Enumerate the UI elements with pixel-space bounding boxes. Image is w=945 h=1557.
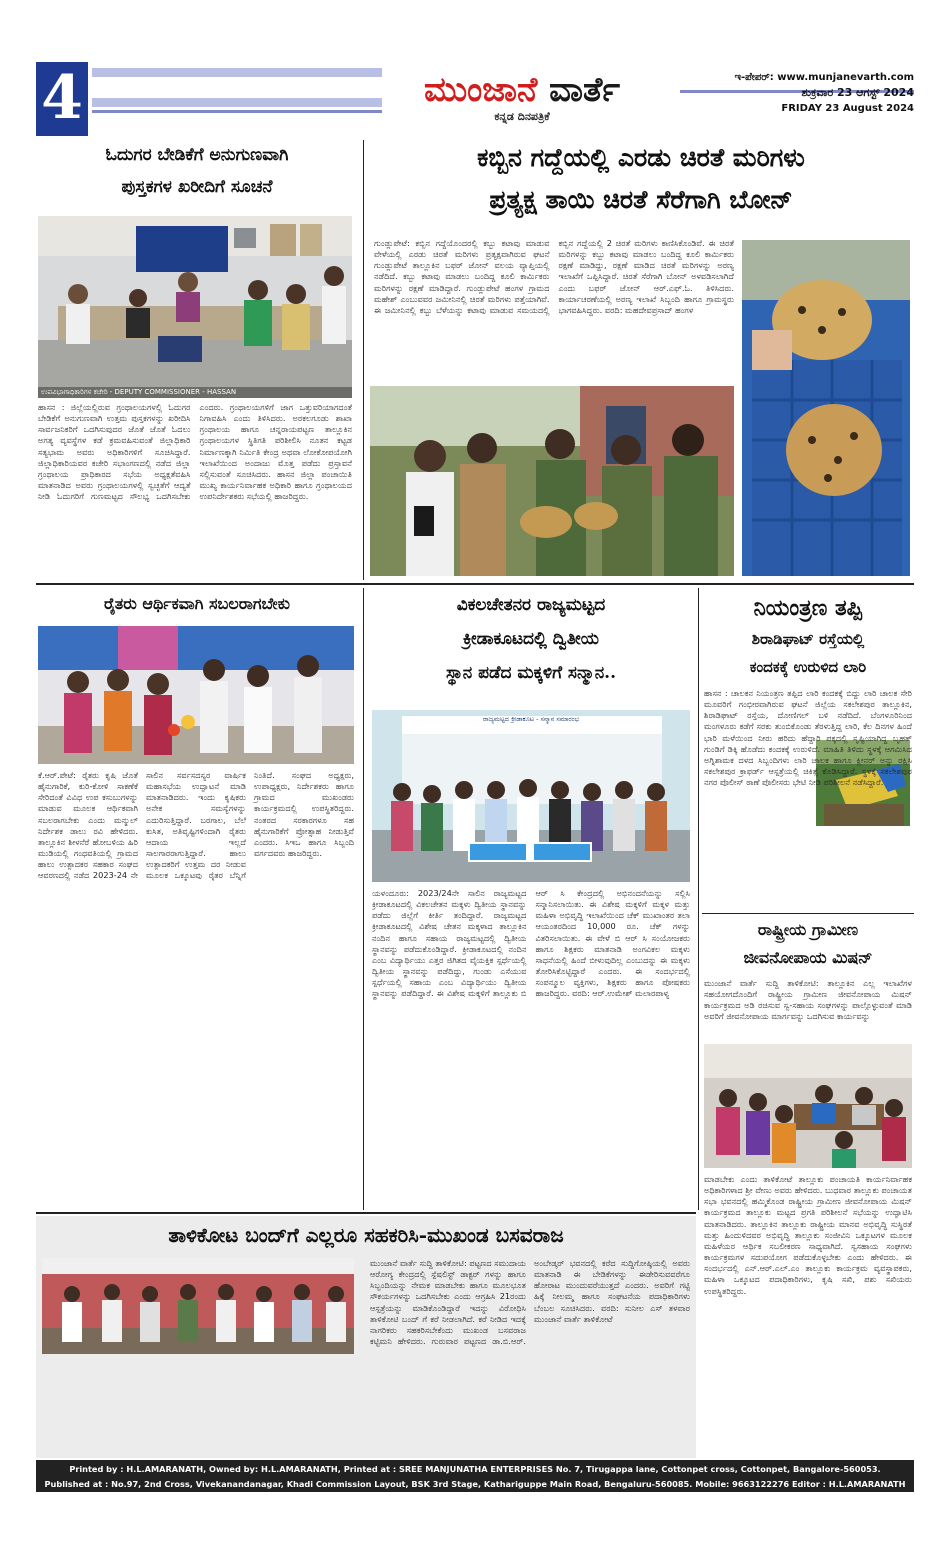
date-kannada: ಶುಕ್ರವಾರ 23 ಆಗಸ್ಟ್ 2024 (801, 86, 914, 99)
footer-line-1: Printed by : H.L.AMARANATH, Owned by: H.L.AMARANATH, Printed at : SREE MANJUNATHA ENTERPRISES No. 7, Tirugappa lane, Cottonpet cross, Cottonpet, Bangalore-560053. (69, 1464, 881, 1474)
sports-body: ಯಳಂದೂರು: 2023/24ನೇ ಸಾಲಿನ ರಾಜ್ಯಮಟ್ಟದ ಕ್ರೀಡಾಕೂಟದಲ್ಲಿ ವಿಕಲಚೇತನ ಮಕ್ಕಳು ದ್ವಿತೀಯ ಸ್ಥಾನವನ್ನು ಪಡೆದು ಜಿಲ್ಲೆಗೆ ಕೀರ್ತಿ ತಂದಿದ್ದಾರೆ. ರಾಜ್ಯಮಟ್ಟದ ಕ್ರೀಡಾಕೂಟದಲ್ಲಿ ವಿಶೇಷ ಚೇತನ ಮಕ್ಕಳಾದ ತಾಲ್ಲೂಕಿನ ನಂದಿನ ಹಾಗೂ ಸಹಾಯ ರಾಜ್ಯಮಟ್ಟದಲ್ಲಿ ದ್ವಿತೀಯ ಸ್ಥಾನವನ್ನು ಪಡೆದುಕೊಂಡಿದ್ದಾರೆ. ಕ್ರೀಡಾಕೂಟದಲ್ಲಿ ನಂದಿನ ಎಂಬ ವಿದ್ಯಾರ್ಥಿಯು ಎತ್ತರ ಜಿಗಿತದ ವೈಯಕ್ತಿಕ ಸ್ಪರ್ಧೆಯಲ್ಲಿ ದ್ವಿತೀಯ ಸ್ಥಾನವನ್ನು ಪಡೆದಿದ್ದು, ಗುಂಡು ಎಸೆಯುವ ಸ್ಪರ್ಧೆಯಲ್ಲಿ ಸಹಾಯ ಎಂಬ ವಿದ್ಯಾರ್ಥಿಯು ದ್ವಿತೀಯ ಸ್ಥಾನವನ್ನು ಪಡೆದಿದ್ದಾರೆ. ಈ ವಿಶೇಷ ಮಕ್ಕಳಿಗೆ ತಾಲ್ಲೂಕು ಬಿ ಆರ್ ಸಿ ಕೇಂದ್ರದಲ್ಲಿ ಅಭಿನಂದನೆಯನ್ನು ಸಲ್ಲಿಸಿ ಸನ್ಮಾನಿಸಲಾಯಿತು. ಈ ವಿಶೇಷ ಮಕ್ಕಳಿಗೆ ಮಕ್ಕಳ ಮತ್ತು ಮಹಿಳಾ ಅಭಿವೃದ್ಧಿ ಇಲಾಖೆಯಿಂದ ಚೆಕ್ ಮುಖಾಂತರ ತಲಾ ಆಯಂತರದಿಂದ 10,000 ರೂ. ಚೆಕ್ ಗಳನ್ನು ವಿತರಿಸಲಾಯಿತು. ಈ ವೇಳೆ ಬಿ ಆರ್ ಸಿ ಸಂಯೋಜಕರು ಹಾಗೂ ಶಿಕ್ಷಕರು ಮಾತನಾಡಿ ಅಂಗವಿಕಲ ಮಕ್ಕಳು ಸಾಧನೆಯಲ್ಲಿ ಹಿಂದೆ ಬೀಳುವುದಿಲ್ಲ ಎಂಬುದನ್ನು ಈ ಮಕ್ಕಳು ತೋರಿಸಿಕೊಟ್ಟಿದ್ದಾರೆ ಎಂದರು. ಈ ಸಂದರ್ಭದಲ್ಲಿ ಸಂಪನ್ಮೂಲ ವ್ಯಕ್ತಿಗಳು, ಶಿಕ್ಷಕರು ಹಾಗೂ ಪೋಷಕರು ಹಾಜರಿದ್ದರು. ವರದಿ: ಆರ್.ಉಮೇಶ್ ಮಲಾರಪಾಳ್ಯ (372, 888, 690, 999)
imprint-footer (36, 1460, 914, 1492)
date-english: FRIDAY 23 August 2024 (781, 103, 914, 114)
epaper-url[interactable]: ಇ-ಪೇಪರ್: www.munjanevarth.com (734, 72, 914, 83)
newspaper-title (392, 68, 652, 112)
mission-headline-1: ರಾಷ್ಟ್ರೀಯ ಗ್ರಾಮೀಣ (757, 920, 859, 939)
lorry-headline-3: ಕಂದಕಕ್ಕೆ ಉರುಳಿದ ಲಾರಿ (749, 658, 867, 676)
library-photo (38, 216, 352, 398)
leopard-cubs-illustration (742, 240, 910, 576)
mission-meeting-illustration (704, 1044, 912, 1168)
leopard-rescue-photo (370, 386, 734, 576)
bandh-photo-spacer-2 (206, 1258, 362, 1358)
lorry-body (704, 688, 912, 908)
masthead-line-left (92, 110, 382, 113)
meeting-photo-illustration (38, 216, 352, 398)
article-sports (368, 588, 694, 1208)
forest-staff-photo-illustration (370, 386, 734, 576)
leopard-headline-1: ಕಬ್ಬಿನ ಗದ್ದೆಯಲ್ಲಿ ಎರಡು ಚಿರತೆ ಮರಿಗಳು (477, 143, 805, 172)
farmers-body: ಕೆ.ಆರ್.ಪೇಟೆ: ರೈತರು ಕೃಷಿ ಜೊತೆ ಹೈನುಗಾರಿಕೆ, ಕುರಿ-ಕೋಳಿ ಸಾಕಣೆಕೆ ಸೇರಿದಂತೆ ವಿವಿಧ ಉಪ ಕಸುಬುಗಳನ್ನು ಮಾಡುವ ಮೂಲಕ ಆರ್ಥಿಕವಾಗಿ ಸಬಲರಾಗಬೇಕು ಎಂದು ಮನ್ಮುಲ್ ನಿರ್ದೇಶಕ ಡಾಲು ರವಿ ಹೇಳಿದರು. ತಾಲ್ಲೂಕಿನ ಶೀಳನೆರೆ ಹೋಬಳಿಯ ಹಿರಿ ಮುಡಿಯಲ್ಲಿ ಗಂಧವತಿಯಲ್ಲಿ ಗ್ರಾಮದ ಹಾಲು ಉತ್ಪಾದಕರ ಸಹಕಾರ ಸಂಘದ ಆವರಣದಲ್ಲಿ ನಡೆದ 2023-24 ನೇ ಸಾಲಿನ ಸರ್ವಸದಸ್ಯರ ವಾರ್ಷಿಕ ಮಹಾಸಭೆಯ ಉದ್ಘಾಟನೆ ಮಾಡಿ ಮಾತನಾಡಿದರು. ಇಂದು ಕೃಷಿಕರು ಅನೇಕ ಸಮಸ್ಯೆಗಳನ್ನು ಎದುರಿಸುತ್ತಿದ್ದಾರೆ. ಬರಗಾಲ, ಬೆಲೆ ಕುಸಿತ, ಅತಿವೃಷ್ಟಿಗಳಿಂದಾಗಿ ರೈತರು ಆದಾಯ ಇಲ್ಲದೆ ಸಾಲಗಾರರಾಗುತ್ತಿದ್ದಾರೆ. ಹಾಲು ಉತ್ಪಾದಕರಿಗೆ ಉತ್ತಮ ದರ ನೀಡುವ ಮೂಲಕ ಒಕ್ಕೂಟವು ರೈತರ ಬೆನ್ನಿಗೆ ನಿಂತಿದೆ. ಸಂಘದ ಅಧ್ಯಕ್ಷರು, ಉಪಾಧ್ಯಕ್ಷರು, ನಿರ್ದೇಶಕರು ಹಾಗೂ ಗ್ರಾಮದ ಮುಖಂಡರು ಕಾರ್ಯಕ್ರಮದಲ್ಲಿ ಉಪಸ್ಥಿತರಿದ್ದರು. ನಂತರದ ಸರಕಾರಗಳೂ ಸಹ ಹೈನುಗಾರಿಕೆಗೆ ಪ್ರೋತ್ಸಾಹ ನೀಡುತ್ತಿವೆ ಎಂದರು. ಸಿಇಒ ಹಾಗೂ ಸಿಬ್ಬಂದಿ ವರ್ಗದವರು ಹಾಜರಿದ್ದರು. (38, 770, 354, 881)
sports-banner-text: ರಾಜ್ಯಮಟ್ಟದ ಕ್ರೀಡಾಕೂಟ - ಸನ್ಮಾನ ಸಮಾರಂಭ (482, 715, 580, 723)
article-bandh (36, 1216, 696, 1458)
lorry-headline-2: ಶಿರಾಡಿಘಾಟ್ ರಸ್ತೆಯಲ್ಲಿ (751, 630, 865, 648)
lorry-headline-1: ನಿಯಂತ್ರಣ ತಪ್ಪಿ (753, 595, 863, 621)
sports-headline-1: ವಿಕಲಚೇತನರ ರಾಜ್ಯಮಟ್ಟದ (456, 595, 606, 615)
title-part-varthe: ವಾರ್ತೆ (549, 70, 620, 110)
article-leopard (368, 140, 914, 580)
footer-line-2: Published at : No.97, 2nd Cross, Vivekanandanagar, Khadi Commission Layout, BSK 3rd Stage, Kathariguppe Main Road, Bengaluru-560085. Mobile: 9663122276 Editor : H.L.AMARANATH (44, 1479, 906, 1489)
mission-intro: ಮುಂಜಾನೆ ವಾರ್ತೆ ಸುದ್ದಿ ತಾಳಿಕೋಟಿ: ತಾಲ್ಲೂಕಿನ ಎಲ್ಲ ಇಲಾಖೆಗಳ ಸಹಯೋಗದೊಂದಿಗೆ ರಾಷ್ಟ್ರೀಯ ಗ್ರಾಮೀಣ ಜೀವನೋಪಾಯ ಮಿಷನ್ ಕಾರ್ಯಕ್ರಮದ ಅಡಿ ರಚಿಸುವ ಸ್ವ-ಸಹಾಯ ಸಂಘಗಳನ್ನು ಪಾಲ್ಗೊಳ್ಳುವಂತೆ ಮಾಡಿ ಅವರಿಗೆ ಜೀವನೋಪಾಯ ಮಾರ್ಗವನ್ನು ಒದಗಿಸುವ ಕಾರ್ಯವನ್ನು (704, 978, 912, 1022)
column-rule-1 (363, 140, 364, 580)
farmers-headline: ರೈತರು ಆರ್ಥಿಕವಾಗಿ ಸಬಲರಾಗಬೇಕು (104, 594, 290, 613)
bandh-body-text: ಮುಂಜಾನೆ ವಾರ್ತೆ ಸುದ್ದಿ ತಾಳಿಕೋಟಿ: ಪಟ್ಟಣದ ಸಮುದಾಯ ಆರೋಗ್ಯ ಕೇಂದ್ರದಲ್ಲಿ ಸ್ಪೆಷಲಿಸ್ಟ್ ಡಾಕ್ಟರ್ ಗಳನ್ನು ಹಾಗೂ ಸಿಬ್ಬಂದಿಯನ್ನು ನೇಮಕ ಮಾಡಬೇಕು ಹಾಗೂ ಮೂಲಭೂತ ಸೌಕರ್ಯಗಳನ್ನು ಒದಗಿಸಬೇಕು ಎಂದು ಆಗ್ರಹಿಸಿ 21ರಂದು ಆಸ್ಪತ್ರೆಯನ್ನು ಮಾಡಿಕೊಂಡಿದ್ದಾರೆ ಇದನ್ನು ವಿರೋಧಿಸಿ ತಾಳಿಕೋಟಿ ಬಂದ್ ಗೆ ಕರೆ ನೀಡಲಾಗಿದೆ. ಕರೆ ನೀಡಿದ ಇದಕ್ಕೆ ನಾಗರಿಕರು ಸಹಕರಿಸಬೇಕೆಂದು ಮುಖಂಡ ಬಸವರಾಜ ಕಟ್ಟಿಮನಿ ಹೇಳಿದರು. ಗುರುವಾರ ಪಟ್ಟಣದ ಡಾ.ಬಿ.ಆರ್. ಅಂಬೇಡ್ಕರ್ ಭವನದಲ್ಲಿ ಕರೆದ ಸುದ್ದಿಗೋಷ್ಠಿಯಲ್ಲಿ ಅವರು ಮಾತನಾಡಿ ಈ ಬೇಡಿಕೆಗಳನ್ನು ಈಡೇರಿಸುವವರೆಗೂ ಹೋರಾಟ ಮುಂದುವರೆಯುತ್ತದೆ ಎಂದರು. ಅವರಿಗೆ ಗಟ್ಟಿ ಹಿಕ್ಕೆ ನೀಲಮ್ಮ ಹಾಗೂ ಸಂಘಟನೆಯ ಪದಾಧಿಕಾರಿಗಳು ಬೆಂಬಲ ಸೂಚಿಸಿದರು. ವರದಿ: ಸುನೀಲ ಎಸ್ ತಳವಾರ ಮುಂಜಾನೆ ವಾರ್ತೆ ತಾಳಿಕೋಟೆ (370, 1258, 690, 1347)
article-lorry (702, 588, 914, 910)
page-number: 4 (36, 62, 88, 136)
title-part-munjane: ಮುಂಜಾನೆ (424, 70, 538, 110)
column-rule-3 (698, 588, 699, 1210)
library-photo-caption: ಉಪವಿಭಾಗಾಧಿಕಾರಿಗಳ ಕಚೇರಿ - DEPUTY COMMISSIONER - HASSAN (38, 387, 352, 398)
column-rule-2 (363, 588, 364, 1210)
newspaper-page (36, 60, 914, 1492)
leopard-body: ಗುಂಡ್ಲುಪೇಟೆ: ಕಬ್ಬಿನ ಗದ್ದೆಯೊಂದರಲ್ಲಿ ಕಬ್ಬು ಕಟಾವು ಮಾಡುವ ವೇಳೆಯಲ್ಲಿ ಎರಡು ಚಿರತೆ ಮರಿಗಳು ಪ್ರತ್ಯಕ್ಷವಾಗಿರುವ ಘಟನೆ ಗುಂಡ್ಲುಪೇಟೆ ತಾಲ್ಲೂಕಿನ ಬಫರ್ ಜೋನ್ ವಲಯ ವ್ಯಾಪ್ತಿಯಲ್ಲಿ ನಡೆದಿದೆ. ಕಬ್ಬು ಕಟಾವು ಮಾಡಲು ಬಂದಿದ್ದ ಕೂಲಿ ಕಾರ್ಮಿಕರು ಮರಿಗಳನ್ನು ರಕ್ಷಣೆ ಮಾಡಿದ್ದಾರೆ. ಗುಂಡ್ಲುಪೇಟೆ ಹಂಗಳ ಗ್ರಾಮದ ಮಹೇಶ್ ಎಂಬುವವರ ಜಮೀನಿನಲ್ಲಿ ಚಿರತೆ ಮರಿಗಳು ಪತ್ತೆಯಾಗಿವೆ. ಈ ಜಮೀನಿನಲ್ಲಿ ಕಬ್ಬು ಬೆಳೆಯನ್ನು ಕಟಾವು ಮಾಡುವ ಸಮಯದಲ್ಲಿ ಕಬ್ಬಿನ ಗದ್ದೆಯಲ್ಲಿ 2 ಚಿರತೆ ಮರಿಗಳು ಕಾಣಿಸಿಕೊಂಡಿವೆ. ಈ ಚಿರತೆ ಮರಿಗಳನ್ನು ಕಬ್ಬು ಕಟಾವು ಮಾಡಲು ಬಂದಿದ್ದ ಕೂಲಿ ಕಾರ್ಮಿಕರು ರಕ್ಷಣೆ ಮಾಡಿದ್ದು, ರಕ್ಷಣೆ ಮಾಡಿದ ಚಿರತೆ ಮರಿಗಳನ್ನು ಅರಣ್ಯ ಇಲಾಖೆಗೆ ಒಪ್ಪಿಸಿದ್ದಾರೆ. ಚಿರತೆ ಸೆರೆಗಾಗಿ ಬೋನ್ ಅಳವಡಿಸಲಾಗಿದೆ ಎಂದು ಬಫರ್ ಜೋನ್ ಆರ್.ಎಫ್.ಓ. ತಿಳಿಸಿದರು. ಕಾರ್ಯಾಚರಣೆಯಲ್ಲಿ ಅರಣ್ಯ ಇಲಾಖೆ ಸಿಬ್ಬಂದಿ ಹಾಗೂ ಗ್ರಾಮಸ್ಥರು ಭಾಗವಹಿಸಿದ್ದರು. ವರದಿ: ಮಹದೇವಪ್ರಸಾದ್ ಹಂಗಳ (374, 238, 734, 315)
sports-headline-3: ಸ್ಥಾನ ಪಡೆದ ಮಕ್ಕಳಿಗೆ ಸನ್ಮಾನ.. (446, 663, 616, 683)
lorry-body-text: ಹಾಸನ : ಚಾಲಕನ ನಿಯಂತ್ರಣ ತಪ್ಪಿದ ಲಾರಿ ಕಂದಕಕ್ಕೆ ಬಿದ್ದು ಲಾರಿ ಚಾಲಕ ಸೇರಿ ಮೂವರಿಗೆ ಗಂಭೀರವಾಗಿರುವ ಘಟನೆ ಜಿಲ್ಲೆಯ ಸಕಲೇಶಪುರ ತಾಲ್ಲೂಕಿನ, ಶಿರಾಡಿಘಾಟ್ ರಸ್ತೆಯ, ದೋಣಿಗಲ್ ಬಳಿ ನಡೆದಿದೆ. ಬೆಂಗಳೂರಿನಿಂದ ಮಂಗಳೂರು ಕಡೆಗೆ ಸರಕು ತುಂಬಿಕೊಂಡು ತೆರಳುತ್ತಿದ್ದ ಲಾರಿ, ಕೆಲ ದಿನಗಳ ಹಿಂದೆ ಭಾರಿ ಮಳೆಯಿಂದ ನೀರು ಹರಿದು ಹೆದ್ದಾರಿ ಪಕ್ಕದಲ್ಲಿ ಸೃಷ್ಟಿಯಾಗಿದ್ದ ಬೃಹತ್ ಗುಂಡಿಗೆ ಡಿಕ್ಕಿ ಹೊಡೆದು ಕಂದಕಕ್ಕೆ ಉರುಳಿದೆ. ಮಾಹಿತಿ ತಿಳಿದು ಸ್ಥಳಕ್ಕೆ ಆಗಮಿಸಿದ ಅಗ್ನಿಶಾಮಕ ದಳದ ಸಿಬ್ಬಂದಿಗಳು ಲಾರಿ ಚಾಲಕ ಹಾಗೂ ಕ್ಲೀನರ್ ಅನ್ನು ರಕ್ಷಿಸಿ ಸಕಲೇಶಪುರ ಕ್ರಾಫರ್ಡ್ ಆಸ್ಪತ್ರೆಯಲ್ಲಿ ಚಿಕಿತ್ಸೆ ಕೊಡಿಸಿದ್ದಾರೆ. ಸ್ಥಳಕ್ಕೆ ಸಕಲೇಶಪುರ ನಗರ ಪೊಲೀಸ್ ಠಾಣೆ ಪೊಲೀಸರು ಭೇಟಿ ನೀಡಿ ಪರಿಶೀಲನೆ ನಡೆಸಿದ್ದಾರೆ. (704, 688, 912, 788)
masthead-bar-bottom-left (92, 98, 382, 107)
library-headline-2: ಪುಸ್ತಕಗಳ ಖರೀದಿಗೆ ಸೂಚನೆ (121, 177, 273, 197)
sports-headline-2: ಕ್ರೀಡಾಕೂಟದಲ್ಲಿ ದ್ವಿತೀಯ (463, 629, 599, 649)
farmers-meeting-illustration (38, 626, 354, 764)
article-farmers (36, 588, 358, 1208)
bandh-photo-spacer (42, 1258, 198, 1358)
library-body: ಹಾಸನ : ಜಿಲ್ಲೆಯಲ್ಲಿರುವ ಗ್ರಂಥಾಲಯಗಳಲ್ಲಿ ಓದುಗರ ಬೇಡಿಕೆಗೆ ಅನುಗುಣವಾಗಿ ಉತ್ತಮ ಪುಸ್ತಕಗಳನ್ನು ಖರೀದಿಸಿ ಸಾರ್ವಜನಿಕರಿಗೆ ಒದಗಿಸುವುದರ ಜೊತೆ ಜೊತೆ ಓದಲು ಅಗತ್ಯ ವ್ಯವಸ್ಥೆಗಳ ಕಡೆ ಕ್ರಮವಹಿಸುವಂತೆ ಜಿಲ್ಲಾಧಿಕಾರಿ ಸತ್ಯಭಾಮ ಅವರು ಅಧಿಕಾರಿಗಳಿಗೆ ಸೂಚಿಸಿದ್ದಾರೆ. ಜಿಲ್ಲಾಧಿಕಾರಿಯವರ ಕಚೇರಿ ಸಭಾಂಗಣದಲ್ಲಿ ನಡೆದ ಜಿಲ್ಲಾ ಗ್ರಂಥಾಲಯ ಪ್ರಾಧಿಕಾರದ ಸಭೆಯ ಅಧ್ಯಕ್ಷತೆವಹಿಸಿ ಮಾತನಾಡಿದ ಅವರು ಗ್ರಂಥಾಲಯಗಳಲ್ಲಿ ಸ್ವಚ್ಛತೆಗೆ ಆದ್ಯತೆ ನೀಡಿ ಓದುಗರಿಗೆ ಗುಣಮಟ್ಟದ ಸೌಲಭ್ಯ ಒದಗಿಸಬೇಕು ಎಂದರು. ಗ್ರಂಥಾಲಯಗಳಿಗೆ ಜಾಗ ಒತ್ತುವರಿಯಾಗದಂತೆ ನಿಗಾವಹಿಸಿ ಎಂದು ತಿಳಿಸಿದರು. ಅರಕಲಗೂಡು ಶಾಖಾ ಗ್ರಂಥಾಲಯ ಹಾಗೂ ಚನ್ನರಾಯಪಟ್ಟಣ ತಾಲ್ಲೂಕಿನ ಗ್ರಂಥಾಲಯಗಳ ಸ್ಥಿತಿಗತಿ ಪರಿಶೀಲಿಸಿ ನೂತನ ಕಟ್ಟಡ ನಿರ್ಮಾಣಕ್ಕಾಗಿ ನಿರ್ಮಿತಿ ಕೇಂದ್ರ ಅಥವಾ ಲೋಕೋಪಯೋಗಿ ಇಲಾಖೆಯಿಂದ ಅಂದಾಜು ಮೊತ್ತ ಪಡೆದು ಪ್ರಸ್ತಾವನೆ ಸಲ್ಲಿಸುವಂತೆ ಸೂಚಿಸಿದರು. ಹಾಸನ ಜಿಲ್ಲಾ ಪಂಚಾಯಿತಿ ಮುಖ್ಯ ಕಾರ್ಯನಿರ್ವಾಹಕ ಅಧಿಕಾರಿ ಹಾಗೂ ಗ್ರಂಥಾಲಯದ ಉಪನಿರ್ದೇಶಕರು ಸಭೆಯಲ್ಲಿ ಹಾಜರಿದ್ದರು. (38, 402, 352, 502)
article-library (36, 140, 358, 580)
felicitation-illustration (372, 710, 690, 882)
row-rule-1 (36, 583, 914, 585)
mission-meeting-photo (704, 1044, 912, 1168)
row-rule-2 (36, 1212, 696, 1214)
masthead-info (682, 72, 914, 114)
bandh-body (42, 1258, 690, 1454)
leopard-cubs-photo (742, 240, 910, 576)
masthead-bar-top-left (92, 68, 382, 77)
row-rule-lorry (702, 913, 914, 914)
mission-body: ಮಾಡಬೇಕು ಎಂದು ತಾಳಿಕೋಟೆ ತಾಲ್ಲೂಕು ಪಂಚಾಯತಿ ಕಾರ್ಯನಿರ್ವಾಹಕ ಅಧಿಕಾರಿಗಳಾದ ಶ್ರೀ ವೇಣು ಅವರು ಹೇಳಿದರು. ಬುಧವಾರ ತಾಲ್ಲೂಕು ಪಂಚಾಯತ ಸಭಾ ಭವನದಲ್ಲಿ ಹಮ್ಮಿಕೊಂಡ ರಾಷ್ಟ್ರೀಯ ಗ್ರಾಮೀಣ ಜೀವನೋಪಾಯ ಮಿಷನ್ ಕಾರ್ಯಕ್ರಮದ ತಾಲ್ಲೂಕು ಮಟ್ಟದ ಪ್ರಗತಿ ಪರಿಶೀಲನೆ ಸಭೆಯನ್ನು ಉದ್ಘಾಟಿಸಿ ಮಾತನಾಡಿದರು. ತಾಲ್ಲೂಕಿನ ತಾಲ್ಲೂಕು ರಾಷ್ಟ್ರೀಯ ಮಾನವ ಅಭಿವೃದ್ಧಿ ಸುಸ್ಥಿರತೆ ಮತ್ತು ಹಿಂದುಳಿದವರ ಅಭಿವೃದ್ಧಿ ತಾಲ್ಲೂಕು ಸಂಜೀವಿನಿ ಒಕ್ಕೂಟಗಳ ಮೂಲಕ ಮಹಿಳೆಯರ ಆರ್ಥಿಕ ಸಬಲೀಕರಣ ಸಾಧ್ಯವಾಗಿದೆ. ಸ್ವಸಹಾಯ ಸಂಘಗಳು ಕಾರ್ಯಕ್ರಮಗಳ ಸದುಪಯೋಗ ಪಡೆದುಕೊಳ್ಳಬೇಕು ಎಂದು ಹೇಳಿದರು. ಈ ಸಂದರ್ಭದಲ್ಲಿ ಎನ್.ಆರ್.ಎಲ್.ಎಂ ತಾಲ್ಲೂಕು ಕಾರ್ಯಕ್ರಮ ವ್ಯವಸ್ಥಾಪಕರು, ಮಹಿಳಾ ಒಕ್ಕೂಟದ ಪದಾಧಿಕಾರಿಗಳು, ಕೃಷಿ ಸಖಿ, ಪಶು ಸಖಿಯರು ಉಪಸ್ಥಿತರಿದ್ದರು. (704, 1174, 912, 1296)
sports-felicitation-photo (372, 710, 690, 882)
article-mission (702, 916, 914, 1460)
bandh-headline: ತಾಳಿಕೋಟ ಬಂದ್‌ಗೆ ಎಲ್ಲರೂ ಸಹಕರಿಸಿ-ಮುಖಂಡ ಬಸವರಾಜ (168, 1223, 564, 1247)
mission-headline-2: ಜೀವನೋಪಾಯ ಮಿಷನ್ (743, 948, 873, 967)
newspaper-subtitle: ಕನ್ನಡ ದಿನಪತ್ರಿಕೆ (494, 110, 550, 123)
farmers-photo (38, 626, 354, 764)
leopard-headline-2: ಪ್ರತ್ಯಕ್ಷ ತಾಯಿ ಚಿರತೆ ಸೆರೆಗಾಗಿ ಬೋನ್ (489, 185, 793, 214)
library-headline-1: ಓದುಗರ ಬೇಡಿಕೆಗೆ ಅನುಗುಣವಾಗಿ (105, 145, 289, 165)
